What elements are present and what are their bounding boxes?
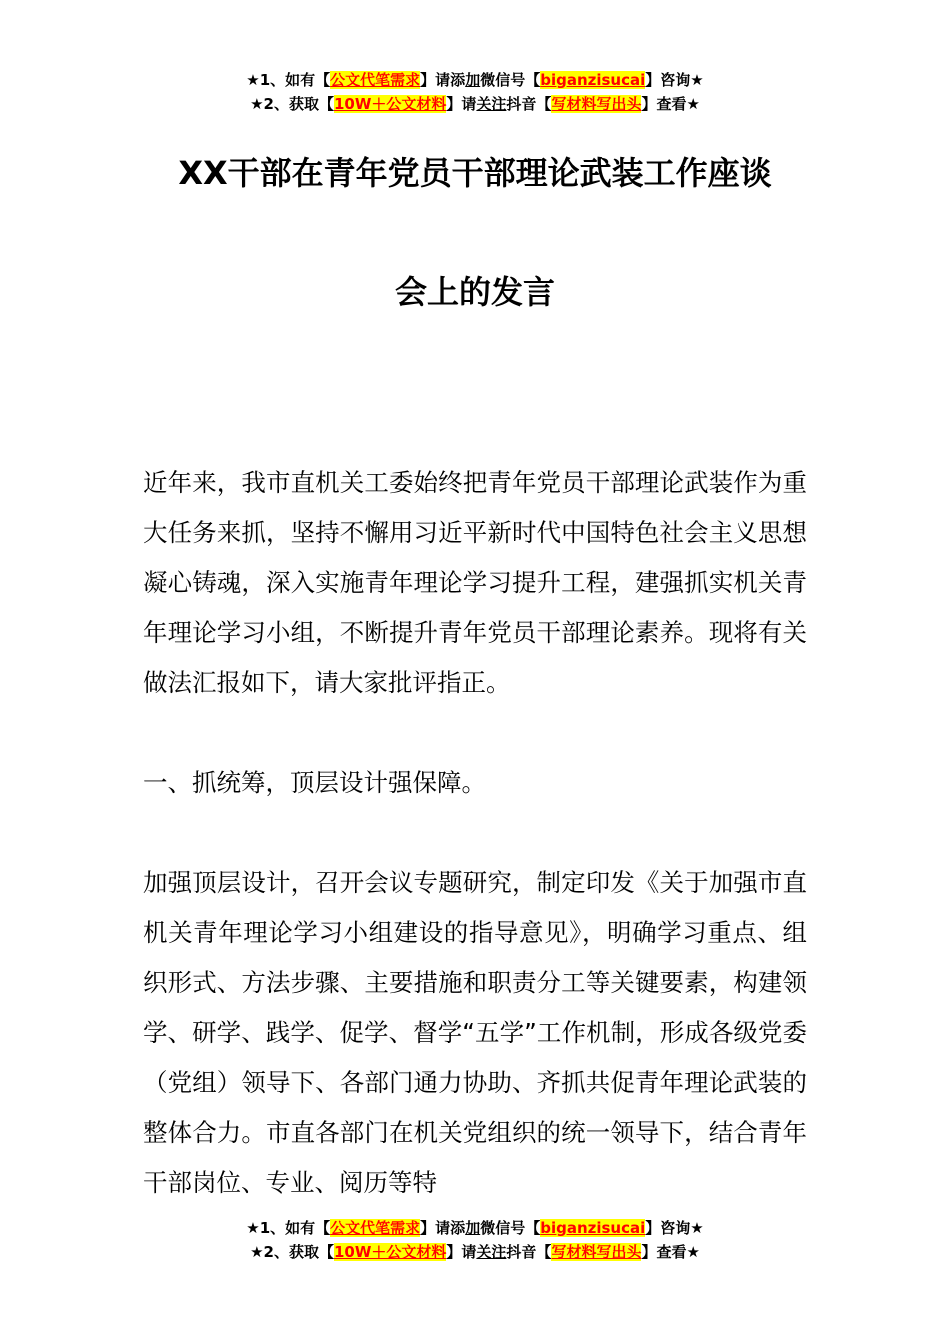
banner-text: 】咨询★ [645,71,704,89]
banner-text: 加 [465,71,481,89]
banner-text: ★1、如有【 [246,1219,331,1237]
banner-text: 】咨询★ [645,1219,704,1237]
section-heading-1: 一、抓统筹，顶层设计强保障。 [143,768,486,797]
banner-text: 抖音【 [506,1243,552,1261]
banner-highlight-materials: 10W＋公文材料 [333,1243,447,1261]
banner-text: 】查看★ [641,95,700,113]
section-1-paragraph: 加强顶层设计，召开会议专题研究，制定印发《关于加强市直机关青年理论学习小组建设的指导意见》，明确学习重点、组织形式、方法步骤、主要措施和职责分工等关键要素，构建领学、研学、践学、促学、督学“五学”工作机制，形成各级党委（党组）领导下、各部门通力协助、齐抓共促青年理论武装的整体合力。市直各部门在机关党组织的统一领导下，结合青年干部岗位、专业、阅历等特 [143,868,807,1197]
banner-highlight-materials: 10W＋公文材料 [333,95,447,113]
header-banner [0,68,950,116]
intro-paragraph: 近年来，我市直机关工委始终把青年党员干部理论武装作为重大任务来抓，坚持不懈用习近平新时代中国特色社会主义思想凝心铸魂，深入实施青年理论学习提升工程，建强抓实机关青年理论学习小组，不断提升青年党员干部理论素养。现将有关做法汇报如下，请大家批评指正。 [143,468,807,697]
banner-highlight-writing-service: 公文代笔需求 [330,1219,421,1237]
banner-text: 】请添 [420,71,466,89]
banner-text: 】查看★ [641,1243,700,1261]
banner-text: 】请添 [420,1219,466,1237]
banner-highlight-douyin-account: 写材料写出头 [551,1243,642,1261]
banner-text: 微信号【 [480,1219,541,1237]
banner-text: 关注 [476,95,507,113]
banner-line-1 [0,68,950,92]
banner-text: 微信号【 [480,71,541,89]
banner-highlight-wechat-id: biganzisucai [540,1219,646,1237]
banner-text: 关注 [476,1243,507,1261]
banner-line-2 [0,1240,950,1264]
banner-text: 抖音【 [506,95,552,113]
footer-banner [0,1216,950,1264]
banner-highlight-douyin-account: 写材料写出头 [551,95,642,113]
banner-text: 】请 [446,1243,477,1261]
banner-line-1 [0,1216,950,1240]
banner-highlight-writing-service: 公文代笔需求 [330,71,421,89]
banner-line-2 [0,92,950,116]
document-title-line-2: 会上的发言 [394,273,555,311]
banner-text: ★2、获取【 [250,95,334,113]
banner-text: ★1、如有【 [246,71,331,89]
banner-text: 加 [465,1219,481,1237]
banner-text: 】请 [446,95,477,113]
banner-text: ★2、获取【 [250,1243,334,1261]
document-title-line-1: XX干部在青年党员干部理论武装工作座谈 [178,154,772,192]
banner-highlight-wechat-id: biganzisucai [540,71,646,89]
